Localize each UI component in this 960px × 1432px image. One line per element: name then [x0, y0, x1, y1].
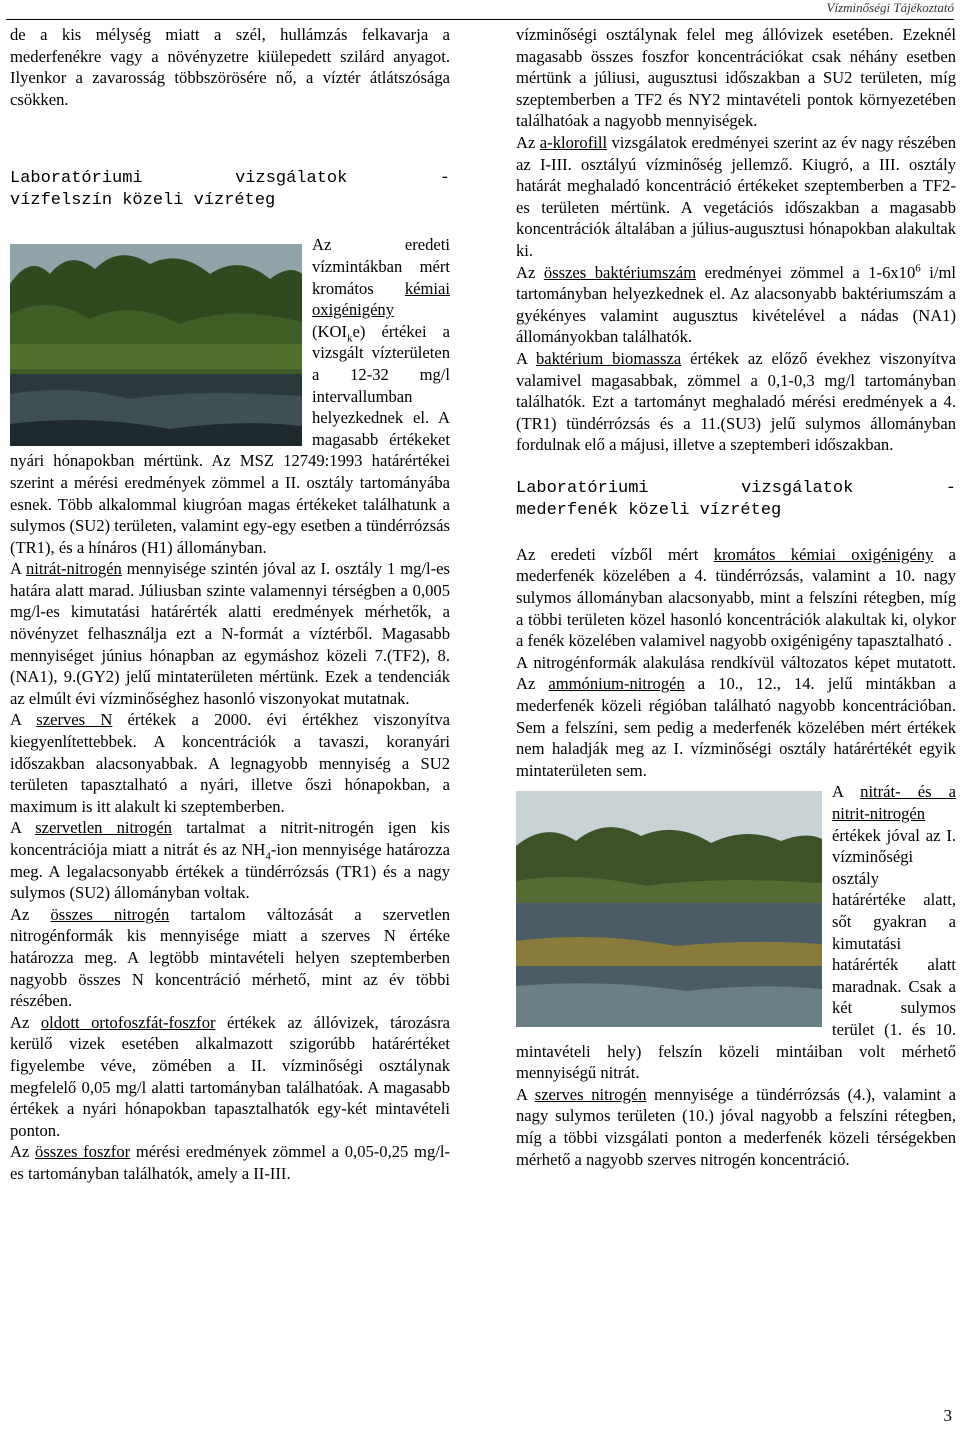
- heading-line-1: Laboratóriumi vizsgálatok -: [10, 169, 450, 189]
- nitrate-paragraph: A nitrát-nitrogén mennyisége szintén jóval az I. osztály 1 mg/l-es határa alatt marad. Júliusban szinte valamennyi térségben a 0,005 mg/l-es kimutatási határérték alatti eredmények mérhetők, a növényzet felhasználja ezt a N-formát a víztérből. Magasabb mennyiséget június hónapban az egymáshoz közeli 7.(TF2), 8.(NA1), 9.(GY2) jelű mintaterületen mértünk. Ezek a tendenciák az elmúlt évi vízminőséghez hasonló viszonyokat mutatnak.: [10, 559, 451, 708]
- section-heading-surface-line2: [10, 190, 450, 212]
- organic-nitrogen-paragraph: A szerves nitrogén mennyisége a tündérrózsás (4.), valamint a nagy sulymos területen (10.) jóval nagyobb a felszíni rétegben, míg a többi vizsgálati ponton a mederfenék közeli térségekben mérhető a nagyobb szerves nitrogén koncentráció.: [516, 1084, 957, 1169]
- section-heading-bottom: [516, 478, 956, 500]
- inorganic-n-paragraph: A szervetlen nitrogén tartalmat a nitrit-nitrogén igen kis koncentrációja miatt a nitrát és az $NH_4$-ion mennyisége határozza meg. A legalacsonyabb értékek a tündérrózsás (TR1) és a nagy sulymos (SU2) állományban voltak.: [10, 818, 450, 903]
- chlorophyll-paragraph: Az a-klorofill vizsgálatok eredményei szerint az év nagy részében az I-III. osztályú vízminőség jellemző. Kiugró, a III. osztály határát meghaladó koncentráció értékeket szeptemberben a TF2-es területen mértünk. A vegetációs időszakban a magasabb koncentrációk általában a július-augusztusi hónapokban alakultak ki.: [516, 132, 957, 260]
- heading-line-2: vízfelszín közeli vízréteg: [10, 191, 276, 211]
- header-rule: [6, 19, 954, 20]
- phosphate-paragraph: Az oldott ortofoszfát-foszfor értékek az állóvizek, tározásra kerülő vizek esetében alkalmazott szigorúbb határértéket figyelembe véve, zömében a II. vízminőségi osztálynak megfelelő 0,05 mg/l alatti tartományban találhatóak. A magasabb értékek a nyári hónapokban tapasztalhatók egy-két mintavételi ponton.: [10, 1012, 450, 1140]
- total-p-continued: vízminőségi osztálynak felel meg állóvizek esetében. Ezeknél magasabb összes foszfor koncentrációkat csak néhány esetben mértünk a júliusi, augusztusi időszakban a SU2 területen, míg szeptemberben a TF2 és NY2 mintavételi pontok környezetében találhatóak a nagyobb mennyiségek.: [516, 25, 956, 131]
- total-p-paragraph: Az összes foszfor mérési eredmények zömmel a 0,05-0,25 mg/l-es tartományban találhatók, amely a II-III.: [10, 1142, 450, 1183]
- section-heading-surface: [10, 168, 450, 190]
- bottom-koi-paragraph: Az eredeti vízből mért kromátos kémiai oxigénigény a mederfenék közelében a 4. tündérrózsás, valamint a 10. nagy sulymos állományban alacsonyabb, mint a felszíni rétegben, míg a többi területen közel hasonló koncentrációk alakultak ki, olykor a fenék közelében valamivel nagyobb oxigénigény tapasztalható .: [516, 544, 957, 651]
- total-n-paragraph: Az összes nitrogén tartalom változását a szervetlen nitrogénformák kis mennyisége miatt a szerves N értéke határozza meg. A legtöbb mintavételi helyen szeptemberben nagyobb összes N koncentráció mérhető, mint az év többi részében.: [10, 904, 450, 1011]
- ammonium-paragraph: A nitrogénformák alakulása rendkívül változatos képet mutatott. Az ammónium-nitrogén a 10., 12., 14. jelű mintákban a mederfenék közeli régióban található nagyobb koncentrációban. Sem a felszíni, sem pedig a mederfenék közelében mért értékek nem haladják meg az I. vízminőségi osztály határértékét egyik mintaterületen sem.: [516, 652, 956, 780]
- bacteria-count-paragraph: Az összes baktériumszám eredményei zömmel a $1-6x10^6$ i/ml tartományban helyezkednek el. Az alacsonyabb baktériumszám a gyékényes valamint augusztus kivételével a nádas (NA1) állományokban találhatók.: [516, 262, 957, 347]
- section-heading-bottom-line2: [516, 500, 956, 522]
- organic-n-paragraph: A szerves N értékek a 2000. évi értékhez viszonyítva kiegyenlítettebbek. A koncentrációk a tavaszi, koranyári időszakban alacsonyabbak. A legnagyobb mennyiség a SU2 területen tapasztalható a nyári, illetve őszi hónapokban, a maximum is itt alakult ki szeptemberben.: [10, 710, 451, 816]
- bacteria-biomass-paragraph: A baktérium biomassza értékek az előző évekhez viszonyítva valamivel magasabbak, zömmel a 0,1-0,3 mg/l tartományban találhatók. Ezt a tartományt meghaladó mérési eredmények a 4.(TR1) tündérrózsás és a 11.(SU3) jelű sulymos állományban fordulnak elő a májusi, illetve a szeptemberi időszakban.: [516, 348, 956, 455]
- right-column: [516, 24, 956, 1170]
- marsh-photo-icon: [10, 244, 302, 446]
- running-header: Vízminőségi Tájékoztató: [826, 0, 954, 15]
- heading-line-1: Laboratóriumi vizsgálatok -: [516, 478, 956, 498]
- koi-paragraph: Az eredeti vízmintákban mért kromátos kémiai oxigénigény $(KOI_ke)$ értékei a vizsgált vízterületen a 12-32 mg/l intervallumban helyezkednek el. A magasabb értékeket nyári hónapokban mértünk. Az MSZ 12749:1993 határértékei szerint a mérési eredmények zömmel a II. osztály tartományába esnek. Több alkalommal kiugróan magas értékeket találhatunk a sulymos (SU2) területen, valamint egy-egy esetben a tündérrózsás (TR1), és a hínáros (H1) állományban.: [10, 235, 450, 557]
- intro-paragraph: de a kis mélység miatt a szél, hullámzás felkavarja a mederfenékre vagy a növényzetre kiülepedett szilárd anyagot. Ilyenkor a zavarosság többszörösére nő, a víztér átlátszósága csökken.: [10, 25, 450, 109]
- page-number: 3: [943, 1406, 952, 1425]
- left-column: [10, 24, 450, 1185]
- nitrate-nitrite-paragraph: A nitrát- és a nitrit-nitrogén értékek jóval az I. vízminőségi osztály határértéke alatt, sőt gyakran a kimutatási határérték alatt maradnak. Csak a két sulymos terület (1. és 10. mintavételi hely) felszín közeli mintáiban volt mérhető mennyiségű nitrát.: [516, 782, 957, 1083]
- river-photo-icon: [516, 791, 822, 1027]
- heading-line-2: mederfenék közeli vízréteg: [516, 500, 782, 520]
